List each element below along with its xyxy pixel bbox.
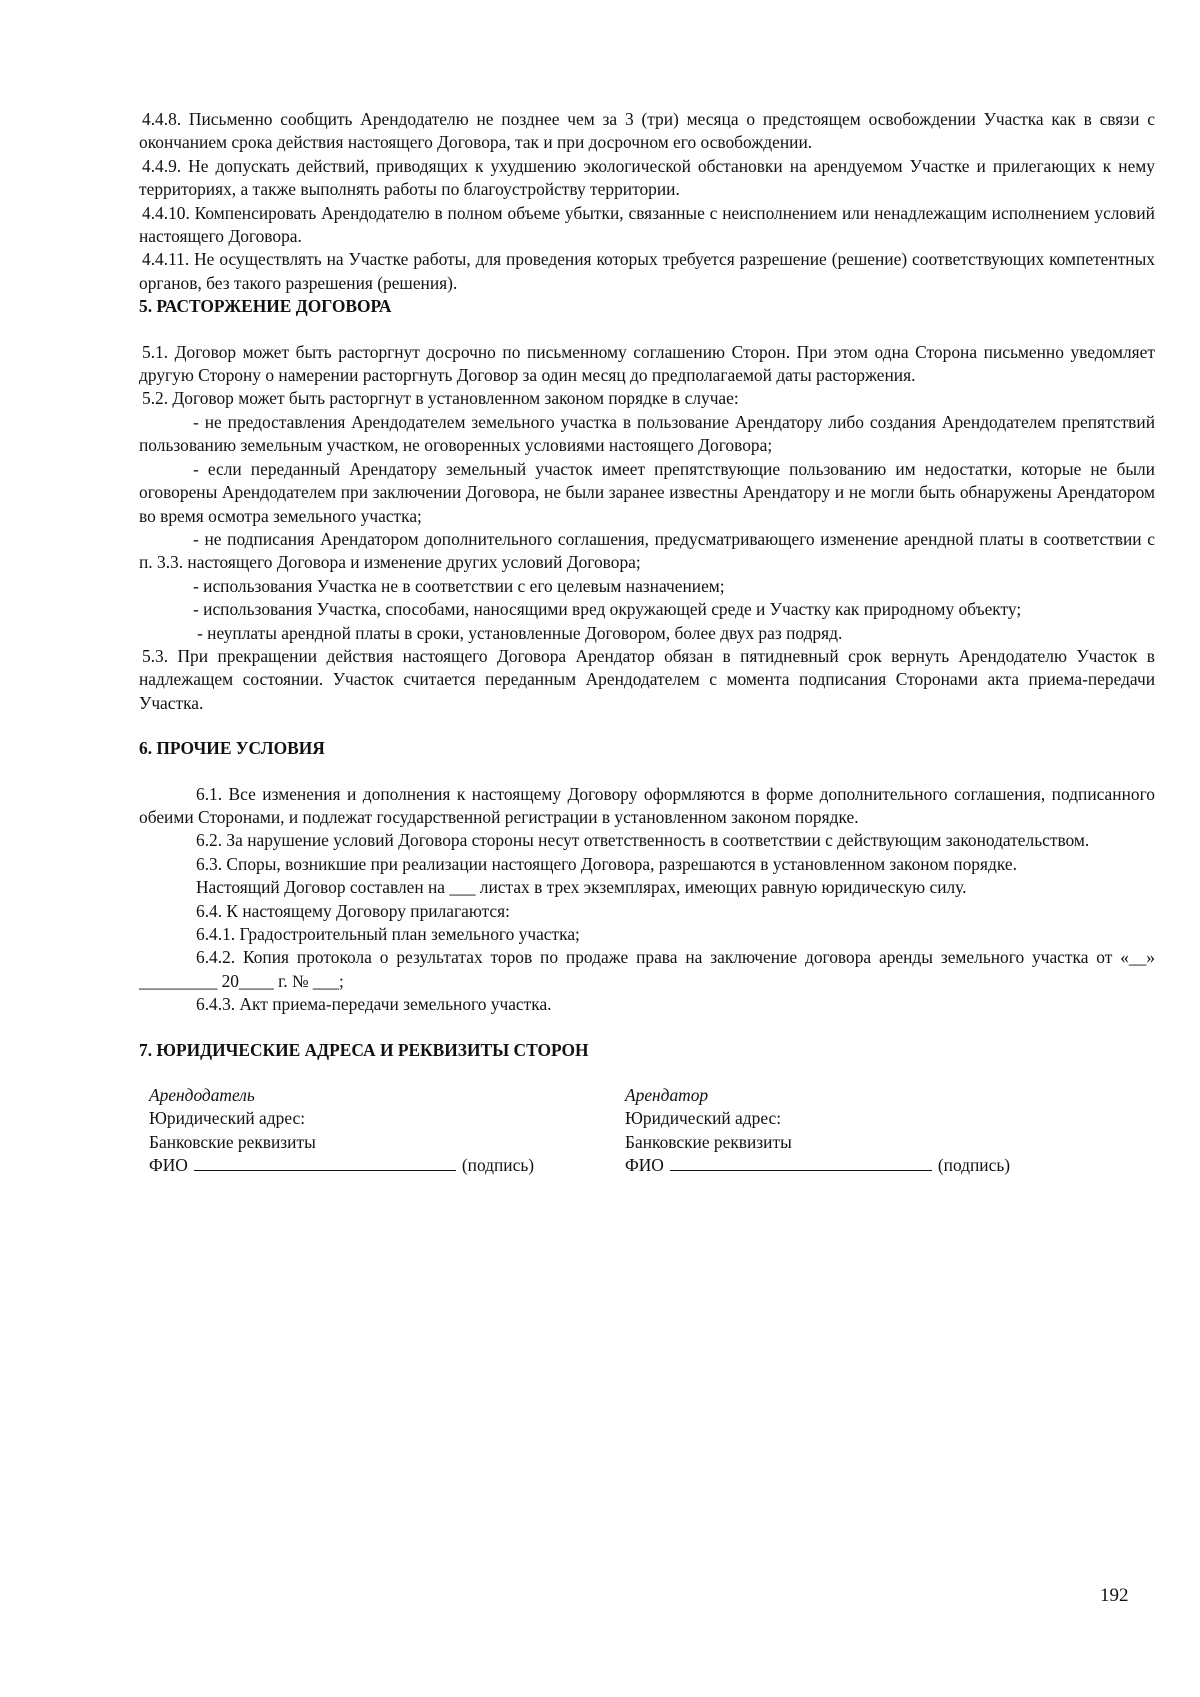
landlord-fio-line bbox=[194, 1154, 456, 1171]
landlord-address-label: Юридический адрес: bbox=[149, 1108, 306, 1129]
section-7-heading: 7. ЮРИДИЧЕСКИЕ АДРЕСА И РЕКВИЗИТЫ СТОРОН bbox=[139, 1039, 589, 1060]
clause-4-4-10: 4.4.10. Компенсировать Арендодателю в полном объеме убытки, связанные с неисполнением или ненадлежащим исполнением условий настоящего Договора. bbox=[139, 202, 1155, 247]
section-6-heading: 6. ПРОЧИЕ УСЛОВИЯ bbox=[139, 738, 325, 759]
clause-6-copies: Настоящий Договор составлен на ___ листах в трех экземплярах, имеющих равную юридическую силу. bbox=[196, 877, 967, 898]
section-5-heading: 5. РАСТОРЖЕНИЕ ДОГОВОРА bbox=[139, 296, 392, 317]
clause-5-2-bullet-4: - использования Участка не в соответствии с его целевым назначением; bbox=[193, 575, 725, 596]
signature-block bbox=[139, 1084, 1155, 1178]
tenant-bank-label: Банковские реквизиты bbox=[625, 1131, 792, 1152]
tenant-column bbox=[625, 1084, 1145, 1178]
clause-6-4: 6.4. К настоящему Договору прилагаются: bbox=[196, 900, 510, 921]
document-page bbox=[139, 108, 1155, 1178]
clause-5-2-bullet-5: - использования Участка, способами, наносящими вред окружающей среде и Участку как природному объекту; bbox=[193, 599, 1022, 620]
clause-5-3: 5.3. При прекращении действия настоящего Договора Арендатор обязан в пятидневный срок вернуть Арендодателю Участок в надлежащем состоянии. Участок считается переданным Арендодателем с момента подписания Сторонами акта приема-передачи Участка. bbox=[139, 645, 1155, 713]
clause-5-2-bullet-1: - не предоставления Арендодателем земельного участка в пользование Арендатору либо создания Арендодателем препятствий пользованию земельным участком, не оговоренных условиями настоящего Договора; bbox=[139, 411, 1155, 456]
tenant-role: Арендатор bbox=[625, 1085, 709, 1106]
clause-6-2: 6.2. За нарушение условий Договора стороны несут ответственность в соответствии с действующим законодательством. bbox=[196, 830, 1090, 851]
page-number: 192 bbox=[1100, 1585, 1129, 1606]
landlord-column bbox=[139, 1084, 625, 1178]
landlord-fio-label: ФИО bbox=[149, 1155, 188, 1176]
clause-5-2-bullet-3: - не подписания Арендатором дополнительного соглашения, предусматривающего изменение арендной платы в соответствии с п. 3.3. настоящего Договора и изменение других условий Договора; bbox=[139, 528, 1155, 573]
clause-6-4-2: 6.4.2. Копия протокола о результатах торов по продаже права на заключение договора аренды земельного участка от «__» _________ 20____ г. № ___; bbox=[139, 947, 1155, 991]
clause-6-4-3: 6.4.3. Акт приема-передачи земельного участка. bbox=[196, 994, 552, 1015]
tenant-signature-label: (подпись) bbox=[937, 1155, 1011, 1176]
clause-5-2-bullet-6: - неуплаты арендной платы в сроки, установленные Договором, более двух раз подряд. bbox=[197, 622, 843, 643]
tenant-fio-label: ФИО bbox=[625, 1155, 664, 1176]
clause-4-4-8: 4.4.8. Письменно сообщить Арендодателю не позднее чем за 3 (три) месяца о предстоящем освобождении Участка как в связи с окончанием срока действия настоящего Договора, так и при досрочном его освобождении. bbox=[139, 109, 1155, 153]
landlord-role: Арендодатель bbox=[149, 1085, 255, 1106]
tenant-fio-line bbox=[670, 1154, 932, 1171]
landlord-signature-label: (подпись) bbox=[461, 1155, 535, 1176]
clause-5-2-bullet-2: - если переданный Арендатору земельный участок имеет препятствующие пользованию им недостатки, которые не были оговорены Арендодателем при заключении Договора, не были заранее известны Арендатору и не могли быть обнаружены Арендатором во время осмотра земельного участка; bbox=[139, 458, 1155, 526]
landlord-bank-label: Банковские реквизиты bbox=[149, 1131, 316, 1152]
clause-4-4-9: 4.4.9. Не допускать действий, приводящих к ухудшению экологической обстановки на арендуемом Участке и прилегающих к нему территориях, а также выполнять работы по благоустройству территории. bbox=[139, 155, 1155, 200]
clause-6-1: 6.1. Все изменения и дополнения к настоящему Договору оформляются в форме дополнительного соглашения, подписанного обеими Сторонами, и подлежат государственной регистрации в установленном законом порядке. bbox=[139, 783, 1155, 827]
clause-5-2: 5.2. Договор может быть расторгнут в установленном законом порядке в случае: bbox=[142, 388, 739, 409]
tenant-fio-row bbox=[625, 1154, 1145, 1177]
clause-6-3: 6.3. Споры, возникшие при реализации настоящего Договора, разрешаются в установленном законом порядке. bbox=[196, 853, 1017, 874]
landlord-fio-row bbox=[149, 1154, 625, 1177]
clause-4-4-11: 4.4.11. Не осуществлять на Участке работы, для проведения которых требуется разрешение (решение) соответствующих компетентных органов, без такого разрешения (решения). bbox=[139, 249, 1155, 293]
clause-6-4-1: 6.4.1. Градостроительный план земельного участка; bbox=[196, 924, 580, 944]
tenant-address-label: Юридический адрес: bbox=[625, 1108, 782, 1129]
clause-5-1: 5.1. Договор может быть расторгнут досрочно по письменному соглашению Сторон. При этом одна Сторона письменно уведомляет другую Сторону о намерении расторгнуть Договор за один месяц до предполагаемой даты расторжения. bbox=[139, 341, 1155, 386]
